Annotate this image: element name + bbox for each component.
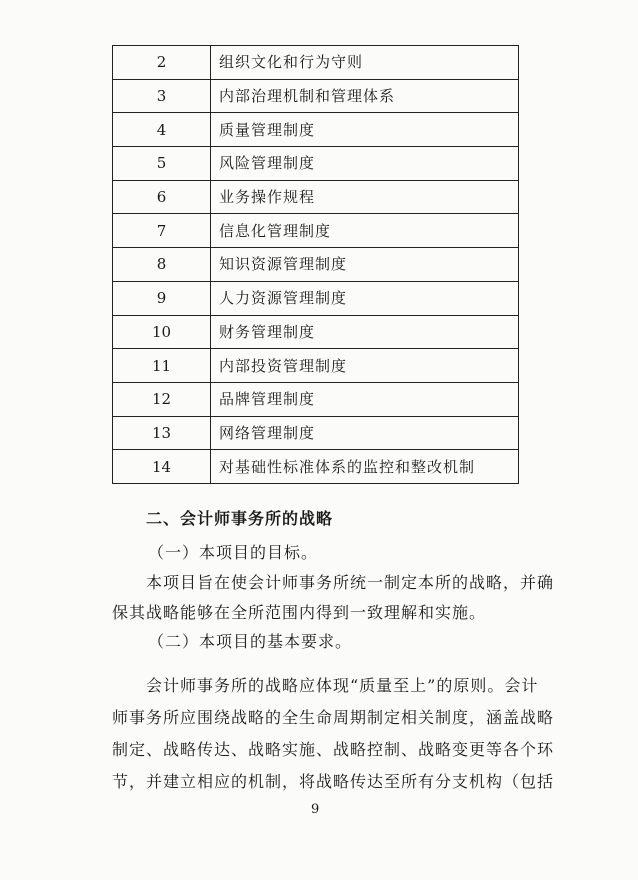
table-row <box>113 281 519 315</box>
row-number: 2 <box>113 46 211 80</box>
paragraph-line: 师事务所应围绕战略的全生命周期制定相关制度，涵盖战略 <box>112 708 555 727</box>
table-row <box>113 180 519 214</box>
row-number: 4 <box>113 113 211 147</box>
row-name: 质量管理制度 <box>211 113 519 147</box>
row-number: 11 <box>113 349 211 383</box>
row-number: 5 <box>113 147 211 181</box>
row-name: 业务操作规程 <box>211 180 519 214</box>
row-number: 12 <box>113 382 211 416</box>
table-row <box>113 416 519 450</box>
row-number: 8 <box>113 248 211 282</box>
table-row <box>113 46 519 80</box>
paragraph-line: 会计师事务所的战略应体现“质量至上”的原则。会计 <box>146 676 539 695</box>
row-name: 对基础性标准体系的监控和整改机制 <box>211 450 519 484</box>
row-number: 13 <box>113 416 211 450</box>
row-number: 9 <box>113 281 211 315</box>
table-row <box>113 349 519 383</box>
row-name: 内部投资管理制度 <box>211 349 519 383</box>
row-name: 品牌管理制度 <box>211 382 519 416</box>
row-name: 内部治理机制和管理体系 <box>211 79 519 113</box>
paragraph-line: 本项目旨在使会计师事务所统一制定本所的战略，并确 <box>146 573 555 592</box>
subsection-heading-requirements: （二）本项目的基本要求。 <box>148 632 353 651</box>
subsection-heading-goal: （一）本项目的目标。 <box>148 543 319 562</box>
row-name: 网络管理制度 <box>211 416 519 450</box>
row-number: 14 <box>113 450 211 484</box>
table-row <box>113 315 519 349</box>
paragraph-line: 保其战略能够在全所范围内得到一致理解和实施。 <box>112 603 487 622</box>
table-row <box>113 450 519 484</box>
row-name: 风险管理制度 <box>211 147 519 181</box>
standards-table-body <box>113 46 519 484</box>
table-row <box>113 248 519 282</box>
section-heading: 二、会计师事务所的战略 <box>146 509 334 528</box>
row-name: 财务管理制度 <box>211 315 519 349</box>
row-name: 知识资源管理制度 <box>211 248 519 282</box>
table-row <box>113 382 519 416</box>
row-number: 10 <box>113 315 211 349</box>
row-name: 信息化管理制度 <box>211 214 519 248</box>
row-number: 6 <box>113 180 211 214</box>
paragraph-line: 节，并建立相应的机制，将战略传达至所有分支机构（包括 <box>112 772 555 791</box>
row-number: 7 <box>113 214 211 248</box>
table-row <box>113 147 519 181</box>
row-name: 人力资源管理制度 <box>211 281 519 315</box>
page-number: 9 <box>311 802 320 817</box>
table-row <box>113 79 519 113</box>
paragraph-line: 制定、战略传达、战略实施、战略控制、战略变更等各个环 <box>112 740 555 759</box>
row-name: 组织文化和行为守则 <box>211 46 519 80</box>
table-row <box>113 113 519 147</box>
table-row <box>113 214 519 248</box>
row-number: 3 <box>113 79 211 113</box>
standards-table <box>112 45 519 484</box>
